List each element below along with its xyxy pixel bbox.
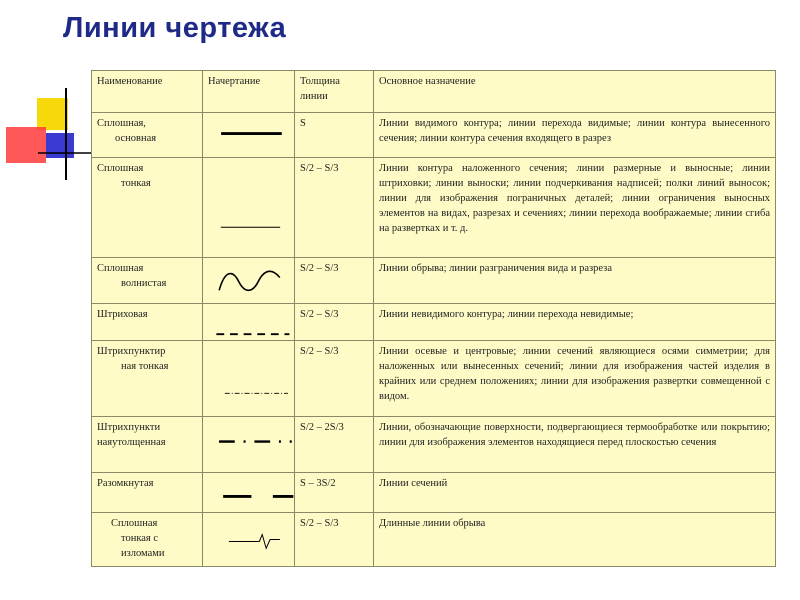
line-thickness: S/2 – S/3 xyxy=(295,158,374,258)
line-name: Штрихпункти наяутолщенная xyxy=(92,417,203,473)
line-sample xyxy=(203,304,295,341)
line-purpose: Длинные линии обрыва xyxy=(374,513,776,567)
line-name: Штрихпунктир ная тонкая xyxy=(92,341,203,417)
line-thickness: S/2 – S/3 xyxy=(295,258,374,304)
line-purpose: Линии видимого контура; линии перехода видимые; линии контура вынесенного сечения; линии контура сечения входящего в разрез xyxy=(374,113,776,158)
header-style: Начертание xyxy=(203,71,295,113)
line-purpose: Линии невидимого контура; линии перехода невидимые; xyxy=(374,304,776,341)
table-row xyxy=(92,304,776,341)
wavy-line-icon xyxy=(203,258,294,303)
table-row xyxy=(92,258,776,304)
line-sample xyxy=(203,417,295,473)
table-row xyxy=(92,158,776,258)
line-sample xyxy=(203,158,295,258)
line-sample xyxy=(203,341,295,417)
table-row xyxy=(92,513,776,567)
deco-red-square xyxy=(6,127,46,163)
line-purpose: Линии осевые и центровые; линии сечений являющиеся осями симметрии; для наложенных или вынесенных сечений; линии для изображения частей изделия в крайних или среднем положениях; линии для изображения развертки совмещенной с видом. xyxy=(374,341,776,417)
line-purpose: Линии, обозначающие поверхности, подвергающиеся термообработке или покрытию; линии для изображения элементов находящиеся перед плоскостью сечения xyxy=(374,417,776,473)
line-purpose: Линии контура наложенного сечения; линии размерные и выносные; линии штриховки; линии выноски; линии подчеркивания надписей; полки линий выносок; линии для изображения пограничных деталей; линии ограничения выносных элементов на видах, разрезах и сечениях; линии перехода воображаемые; линии сгиба на развертках и т. д. xyxy=(374,158,776,258)
line-name: Штриховая xyxy=(92,304,203,341)
open-line-icon xyxy=(203,473,294,512)
line-name: Сплошная, основная xyxy=(92,113,203,158)
header-name: Наименование xyxy=(92,71,203,113)
line-thickness: S/2 – S/3 xyxy=(295,513,374,567)
line-sample xyxy=(203,258,295,304)
line-name: Разомкнутая xyxy=(92,473,203,513)
table-row xyxy=(92,113,776,158)
line-name: Сплошная тонкая xyxy=(92,158,203,258)
deco-yellow-square xyxy=(37,98,68,130)
table-header-row xyxy=(92,71,776,113)
line-sample xyxy=(203,113,295,158)
dash-dot-thin-line-icon xyxy=(203,341,294,416)
zigzag-line-icon xyxy=(203,513,294,566)
table-row xyxy=(92,473,776,513)
dash-dot-thick-line-icon xyxy=(203,417,294,472)
line-sample xyxy=(203,513,295,567)
header-purpose: Основное назначение xyxy=(374,71,776,113)
drawing-lines-table xyxy=(91,70,776,567)
line-thickness: S/2 – 2S/3 xyxy=(295,417,374,473)
line-thickness: S xyxy=(295,113,374,158)
line-thickness: S/2 – S/3 xyxy=(295,341,374,417)
table-row xyxy=(92,341,776,417)
header-thickness: Толщина линии xyxy=(295,71,374,113)
line-name: Сплошная тонкая с изломами xyxy=(92,513,203,567)
line-thickness: S – 3S/2 xyxy=(295,473,374,513)
line-name: Сплошная волнистая xyxy=(92,258,203,304)
solid-thick-line-icon xyxy=(203,113,294,157)
line-purpose: Линии сечений xyxy=(374,473,776,513)
solid-thin-line-icon xyxy=(203,158,294,257)
dashed-line-icon xyxy=(203,304,294,340)
line-thickness: S/2 – S/3 xyxy=(295,304,374,341)
line-sample xyxy=(203,473,295,513)
page-title: Линии чертежа xyxy=(63,12,287,44)
deco-blue-square xyxy=(46,133,74,158)
table-row xyxy=(92,417,776,473)
line-purpose: Линии обрыва; линии разграничения вида и разреза xyxy=(374,258,776,304)
